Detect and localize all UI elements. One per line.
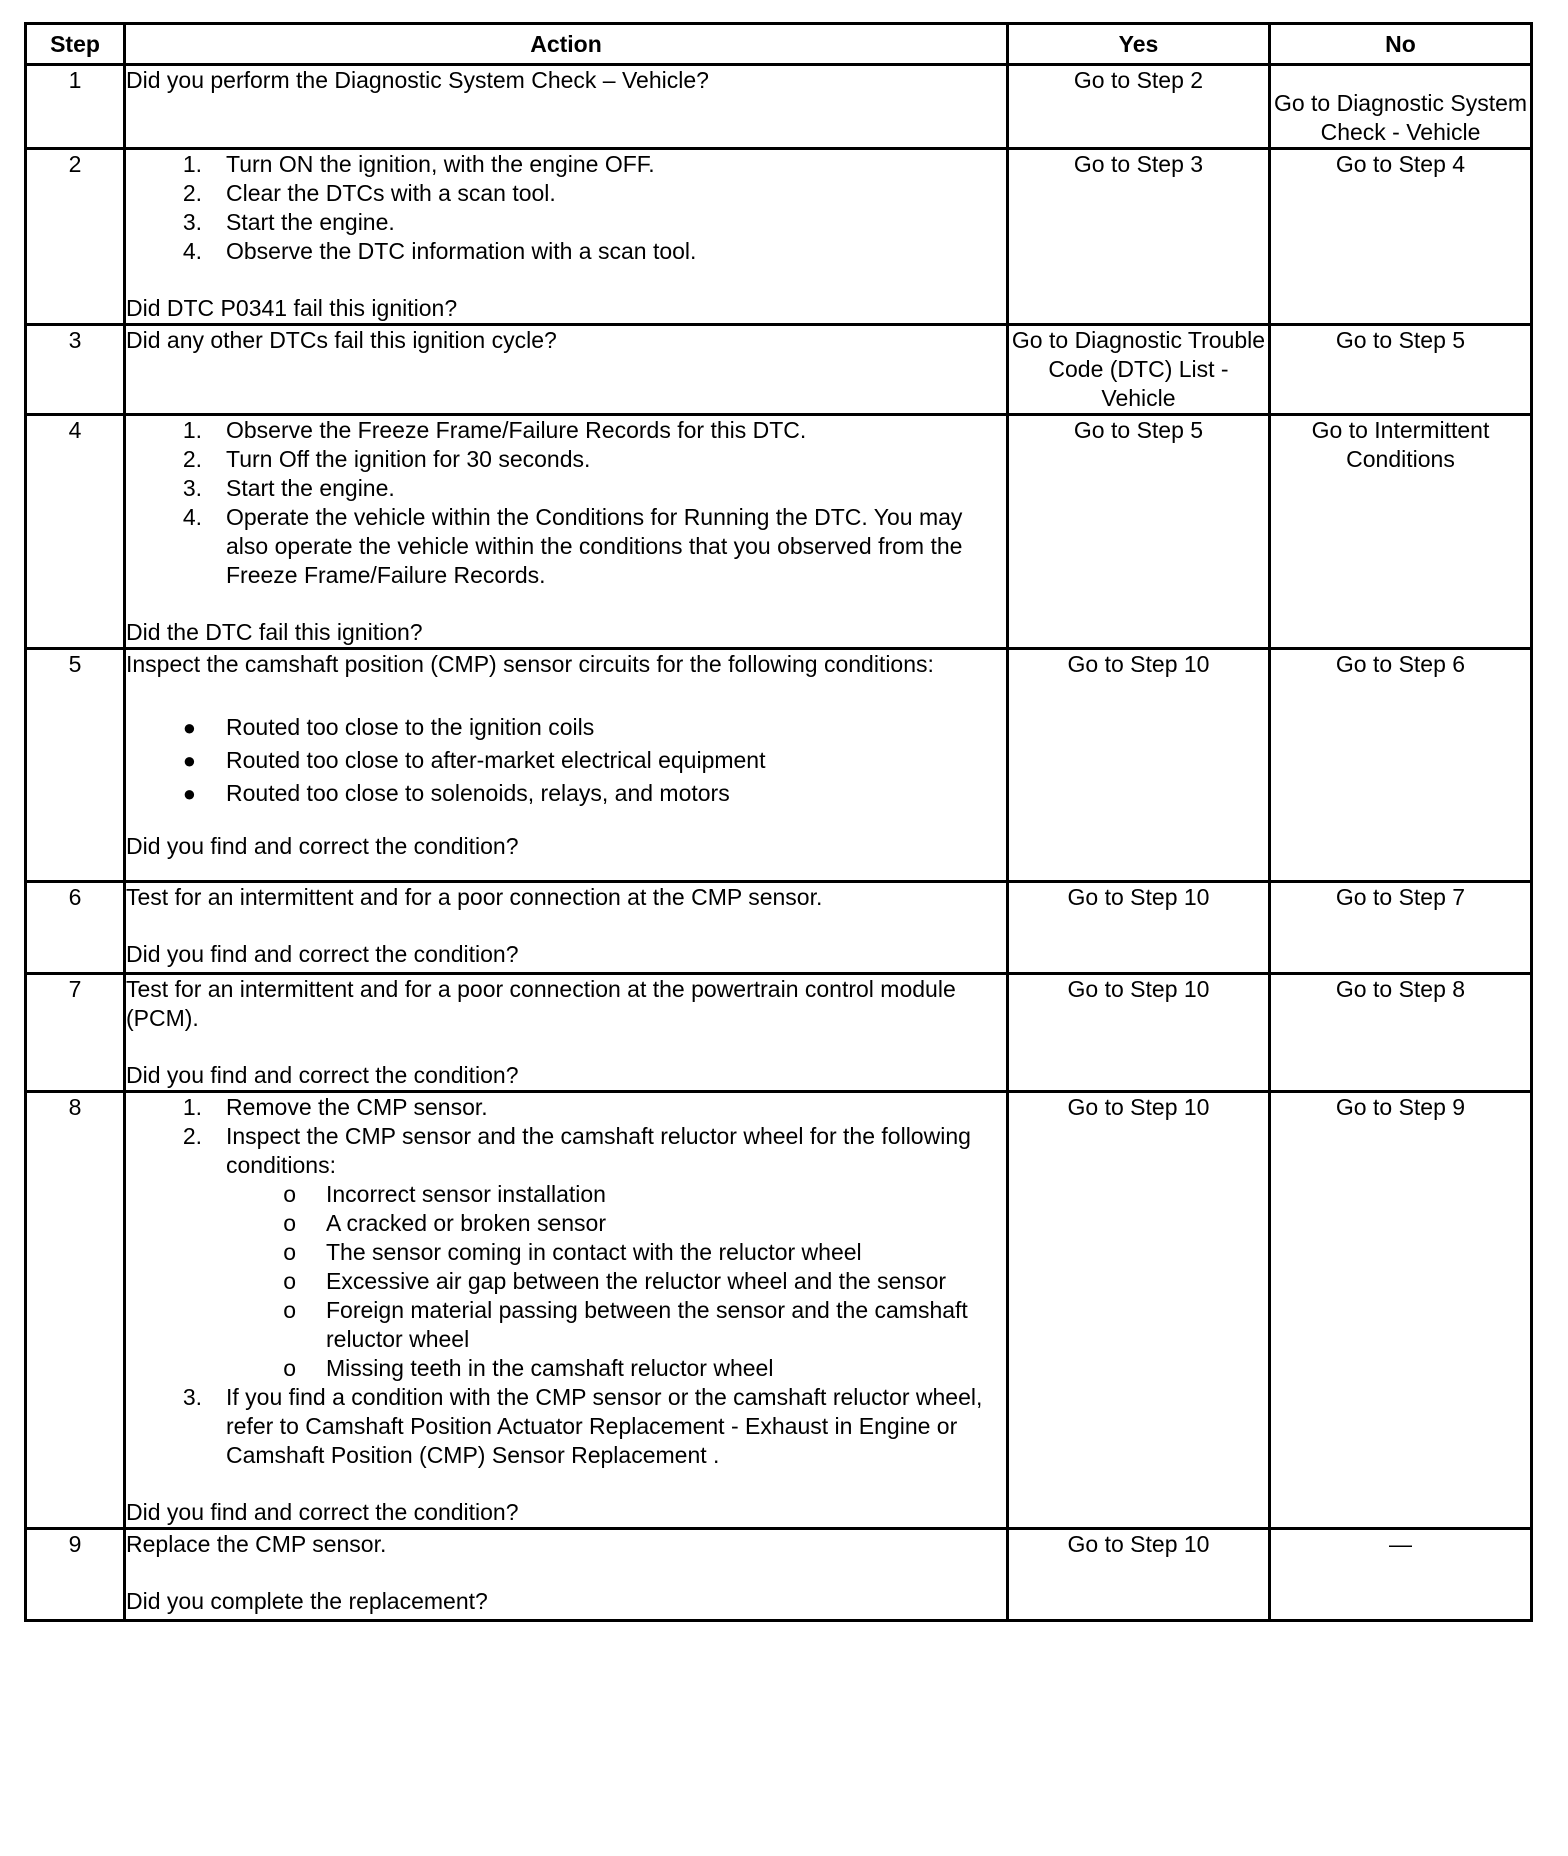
- list-item: 4. Observe the DTC information with a scan tool.: [182, 238, 697, 264]
- no-cell: Go to Step 6: [1270, 649, 1532, 882]
- sub-item: o Incorrect sensor installation: [283, 1181, 606, 1207]
- header-no: No: [1270, 24, 1532, 65]
- yes-cell: Go to Step 10: [1008, 882, 1270, 974]
- step-number: 6: [26, 882, 125, 974]
- question: Did you find and correct the condition?: [126, 833, 519, 859]
- list-item: 1. Turn ON the ignition, with the engine OFF.: [182, 151, 655, 177]
- yes-cell: Go to Diagnostic Trouble Code (DTC) List - Vehicle: [1008, 325, 1270, 415]
- action-cell: [125, 974, 1008, 1092]
- table-row: [26, 325, 1532, 415]
- list-item: 1. Observe the Freeze Frame/Failure Records for this DTC.: [182, 417, 807, 443]
- sub-item: o Missing teeth in the camshaft reluctor wheel: [283, 1355, 774, 1381]
- intro-text: Replace the CMP sensor.: [126, 1531, 387, 1557]
- list-item: 4. Operate the vehicle within the Conditions for Running the DTC. You may also operate the vehicle within the conditions that you observed from the Freeze Frame/Failure Records.: [182, 504, 963, 588]
- step-number: 2: [26, 149, 125, 325]
- list-item: 2. Inspect the CMP sensor and the camshaft reluctor wheel for the following conditions: o Incorrect sensor installation o A cracked or broken sensor o The sensor coming in contact with the reluctor wheel o Excessive air gap between the reluctor wheel and the sensor o Foreign material passing between the sensor and the camshaft reluctor wheel o Missing teeth in the camshaft reluctor wheel: [126, 1122, 1006, 1383]
- list-item: 3. Start the engine.: [182, 209, 395, 235]
- no-cell: —: [1270, 1529, 1532, 1621]
- question: Did you find and correct the condition?: [126, 941, 519, 967]
- question: Did you perform the Diagnostic System Check – Vehicle?: [126, 67, 709, 93]
- intro-text: Test for an intermittent and for a poor connection at the powertrain control module (PCM).: [126, 976, 956, 1031]
- header-row: [26, 24, 1532, 65]
- header-action: Action: [125, 24, 1008, 65]
- list-item: 3. Start the engine.: [182, 475, 395, 501]
- step-number: 3: [26, 325, 125, 415]
- sub-item: o A cracked or broken sensor: [283, 1210, 606, 1236]
- bullet-list: [126, 713, 1006, 808]
- numbered-list: [126, 1093, 1006, 1470]
- no-cell: Go to Step 4: [1270, 149, 1532, 325]
- list-item: 1. Remove the CMP sensor.: [182, 1094, 488, 1120]
- no-cell: Go to Step 5: [1270, 325, 1532, 415]
- table-row: [26, 974, 1532, 1092]
- yes-cell: Go to Step 5: [1008, 415, 1270, 649]
- list-item: ● Routed too close to after-market electrical equipment: [182, 747, 766, 773]
- sub-item: o Excessive air gap between the reluctor wheel and the sensor: [283, 1268, 947, 1294]
- table-row: [26, 882, 1532, 974]
- yes-cell: Go to Step 10: [1008, 1529, 1270, 1621]
- action-cell: [125, 649, 1008, 882]
- no-cell: Go to Step 8: [1270, 974, 1532, 1092]
- intro-text: Inspect the camshaft position (CMP) sensor circuits for the following conditions:: [126, 651, 934, 677]
- question: Did the DTC fail this ignition?: [126, 619, 423, 645]
- table-row: [26, 649, 1532, 882]
- step-number: 8: [26, 1092, 125, 1529]
- list-item: 2. Clear the DTCs with a scan tool.: [182, 180, 556, 206]
- step-number: 1: [26, 65, 125, 149]
- yes-cell: Go to Step 10: [1008, 974, 1270, 1092]
- header-yes: Yes: [1008, 24, 1270, 65]
- table-row: [26, 1092, 1532, 1529]
- table-row: [26, 149, 1532, 325]
- question: Did DTC P0341 fail this ignition?: [126, 295, 458, 321]
- action-cell: [125, 1092, 1008, 1529]
- list-item: 3. If you find a condition with the CMP sensor or the camshaft reluctor wheel, refer to Camshaft Position Actuator Replacement - Exhaust in Engine or Camshaft Position (CMP) Sensor Replacement .: [182, 1384, 983, 1468]
- question: Did you find and correct the condition?: [126, 1062, 519, 1088]
- yes-cell: Go to Step 3: [1008, 149, 1270, 325]
- diagnostic-table: [24, 22, 1533, 1622]
- list-item: ● Routed too close to solenoids, relays, and motors: [182, 780, 730, 806]
- action-cell: [125, 325, 1008, 415]
- sub-list: [226, 1180, 1006, 1383]
- question: Did you complete the replacement?: [126, 1588, 488, 1614]
- numbered-list: [126, 416, 1006, 590]
- numbered-list: [126, 150, 1006, 266]
- header-step: Step: [26, 24, 125, 65]
- step-number: 5: [26, 649, 125, 882]
- no-cell: Go to Diagnostic System Check - Vehicle: [1270, 65, 1532, 149]
- sub-item: o Foreign material passing between the sensor and the camshaft reluctor wheel: [283, 1297, 968, 1352]
- yes-cell: Go to Step 2: [1008, 65, 1270, 149]
- table-row: [26, 65, 1532, 149]
- list-item: 2. Turn Off the ignition for 30 seconds.: [182, 446, 591, 472]
- action-cell: [125, 415, 1008, 649]
- list-item: ● Routed too close to the ignition coils: [182, 714, 595, 740]
- action-cell: [125, 1529, 1008, 1621]
- intro-text: Test for an intermittent and for a poor connection at the CMP sensor.: [126, 884, 823, 910]
- no-cell: Go to Step 7: [1270, 882, 1532, 974]
- table-row: [26, 1529, 1532, 1621]
- table-row: [26, 415, 1532, 649]
- no-cell: Go to Intermittent Conditions: [1270, 415, 1532, 649]
- question: Did you find and correct the condition?: [126, 1499, 519, 1525]
- step-number: 4: [26, 415, 125, 649]
- yes-cell: Go to Step 10: [1008, 1092, 1270, 1529]
- action-cell: [125, 65, 1008, 149]
- no-cell: Go to Step 9: [1270, 1092, 1532, 1529]
- step-number: 9: [26, 1529, 125, 1621]
- action-cell: [125, 882, 1008, 974]
- yes-cell: Go to Step 10: [1008, 649, 1270, 882]
- question: Did any other DTCs fail this ignition cycle?: [126, 327, 557, 353]
- step-number: 7: [26, 974, 125, 1092]
- sub-item: o The sensor coming in contact with the reluctor wheel: [283, 1239, 862, 1265]
- action-cell: [125, 149, 1008, 325]
